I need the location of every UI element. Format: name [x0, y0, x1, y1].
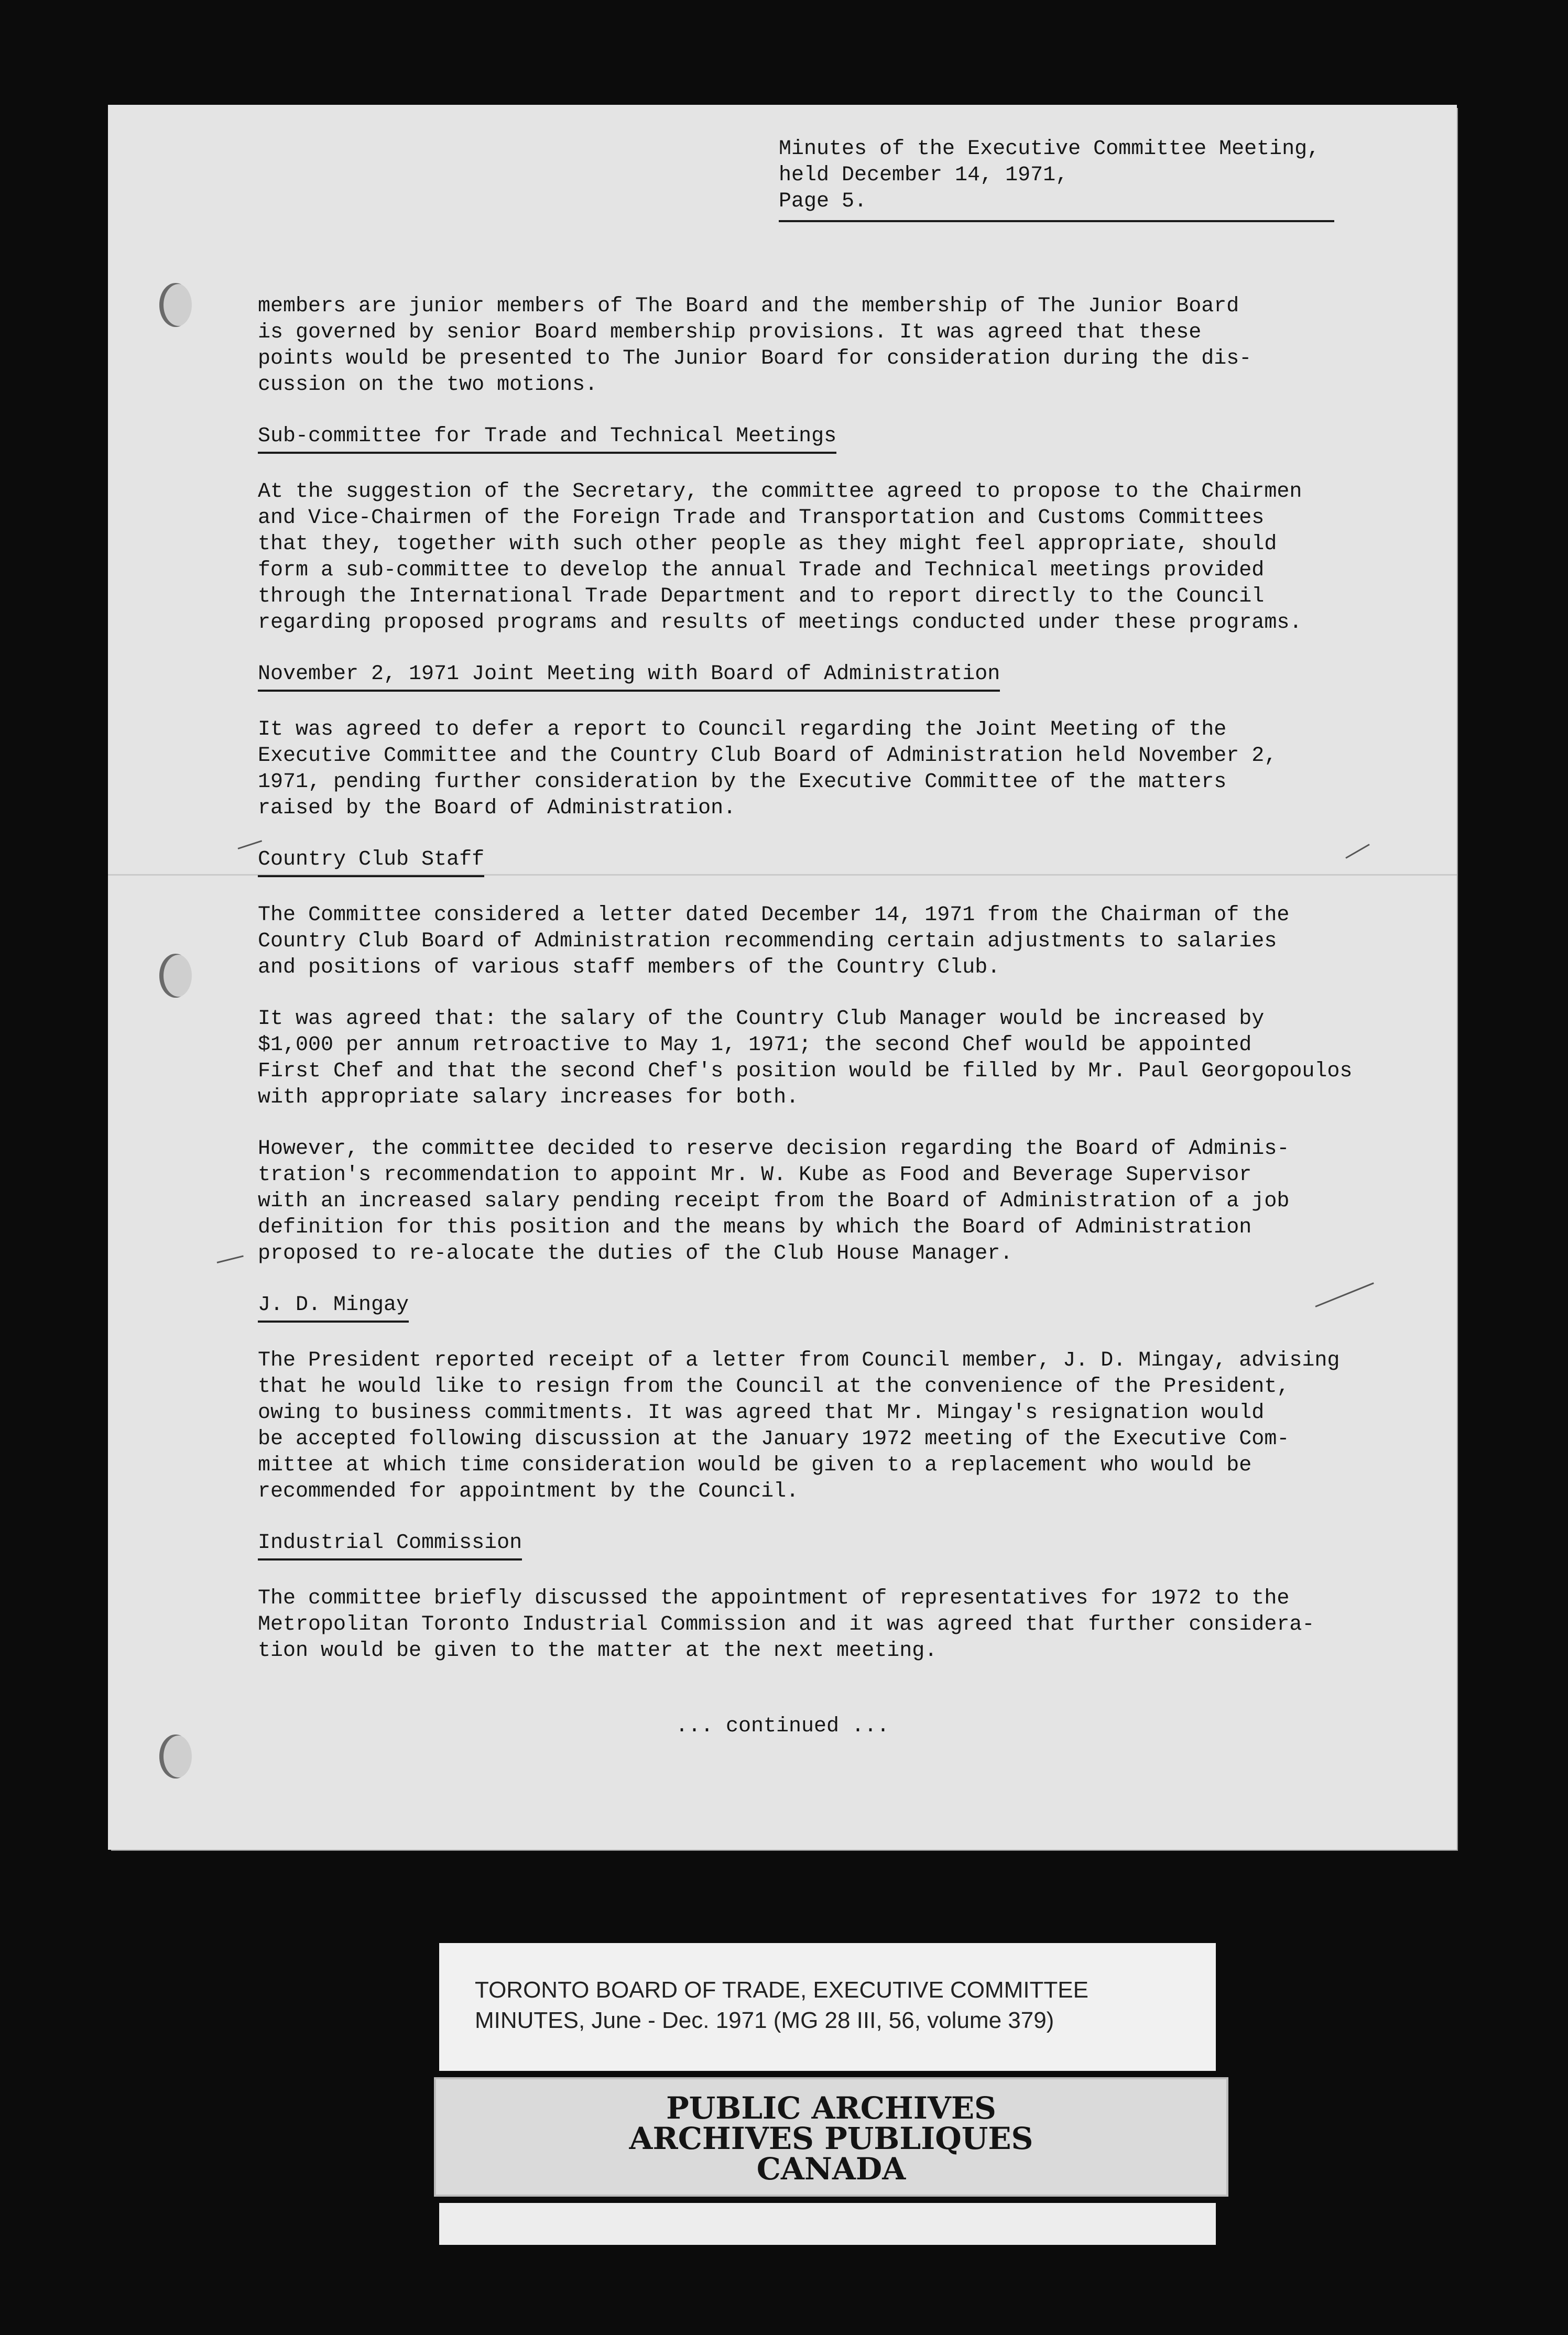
- continued-marker: ... continued ...: [675, 1715, 890, 1738]
- section-heading: Sub-committee for Trade and Technical Meetings: [258, 423, 836, 454]
- paragraph: At the suggestion of the Secretary, the committee agreed to propose to the Chairmen and Vice-Chairmen of the Foreign Trade and Transportation and Customs Committees that they, together with such other people as they might feel appropriate, should form a sub-committee to develop the annual Trade and Technical meetings provided through the International Trade Department and to report directly to the Council regarding proposed programs and results of meetings conducted under these programs.: [258, 480, 1302, 635]
- paragraph: It was agreed that: the salary of the Country Club Manager would be increased by $1,000 per annum retroactive to May 1, 1971; the second Chef would be appointed First Chef and that the second Chef's position would be filled by Mr. Paul Georgopoulos with appropriate salary increases for both.: [258, 1007, 1353, 1109]
- section-trade-technical-meetings: [258, 423, 1442, 636]
- label-strip: [439, 2203, 1216, 2245]
- section-heading: Industrial Commission: [258, 1530, 522, 1561]
- check-mark: [217, 1255, 244, 1263]
- paragraph: However, the committee decided to reserve decision regarding the Board of Adminis- tration's recommendation to appoint Mr. W. Kube as Food and Beverage Supervisor with an increased salary pending receipt from the Board of Administration of a job definition for this position and the means by which the Board of Administration proposed to re-alocate the duties of the Club House Manager.: [258, 1137, 1290, 1265]
- paragraph: It was agreed to defer a report to Council regarding the Joint Meeting of the Executive Committee and the Country Club Board of Administration held November 2, 1971, pending further consideration by the Executive Committee of the matters raised by the Board of Administration.: [258, 718, 1277, 820]
- public-archives-stamp: [436, 2079, 1226, 2195]
- stamp-line: ARCHIVES PUBLIQUES: [629, 2121, 1033, 2156]
- section-country-club-staff: [258, 847, 1442, 1267]
- paragraph: The Committee considered a letter dated December 14, 1971 from the Chairman of the Country Club Board of Administration recommending certain adjustments to salaries and positions of various staff members of the Country Club.: [258, 903, 1290, 979]
- section-heading: November 2, 1971 Joint Meeting with Board of Administration: [258, 661, 1000, 692]
- punch-hole-middle: [159, 954, 192, 998]
- header-date: held December 14, 1971,: [779, 163, 1069, 187]
- stamp-line: CANADA: [756, 2151, 906, 2187]
- section-junior-board: [258, 293, 1442, 398]
- punch-hole-bottom: [159, 1734, 192, 1778]
- document-header: [779, 136, 1334, 222]
- section-industrial-commission: [258, 1530, 1442, 1664]
- archive-label-line: TORONTO BOARD OF TRADE, EXECUTIVE COMMITTEE: [475, 1977, 1089, 2003]
- header-title: Minutes of the Executive Committee Meeting,: [779, 137, 1320, 161]
- paragraph: The committee briefly discussed the appointment of representatives for 1972 to the Metropolitan Toronto Industrial Commission and it was agreed that further considera- tion would be given to the matter at the next meeting.: [258, 1587, 1315, 1663]
- archive-label-line: MINUTES, June - Dec. 1971 (MG 28 III, 56, volume 379): [475, 2007, 1054, 2033]
- minutes-body: [258, 293, 1442, 1689]
- paragraph: members are junior members of The Board and the membership of The Junior Board is governed by senior Board membership provisions. It was agreed that these points would be presented to The Junior Board for consideration during the dis- cussion on the two motions.: [258, 294, 1252, 397]
- section-heading: Country Club Staff: [258, 847, 484, 877]
- section-mingay: [258, 1292, 1442, 1505]
- stamp-line: PUBLIC ARCHIVES: [666, 2090, 996, 2126]
- punch-hole-top: [159, 283, 192, 327]
- paragraph: The President reported receipt of a letter from Council member, J. D. Mingay, advising that he would like to resign from the Council at the convenience of the President, owing to business commitments. It was agreed that Mr. Mingay's resignation would be accepted following discussion at the January 1972 meeting of the Executive Com- mittee at which time consideration would be given to a replacement who would be recommended for appointment by the Council.: [258, 1349, 1340, 1503]
- archive-reference-label: [439, 1943, 1216, 2071]
- section-joint-meeting: [258, 661, 1442, 822]
- document-page: [108, 105, 1457, 1850]
- section-heading: J. D. Mingay: [258, 1292, 409, 1323]
- header-page-number: Page 5.: [779, 190, 867, 213]
